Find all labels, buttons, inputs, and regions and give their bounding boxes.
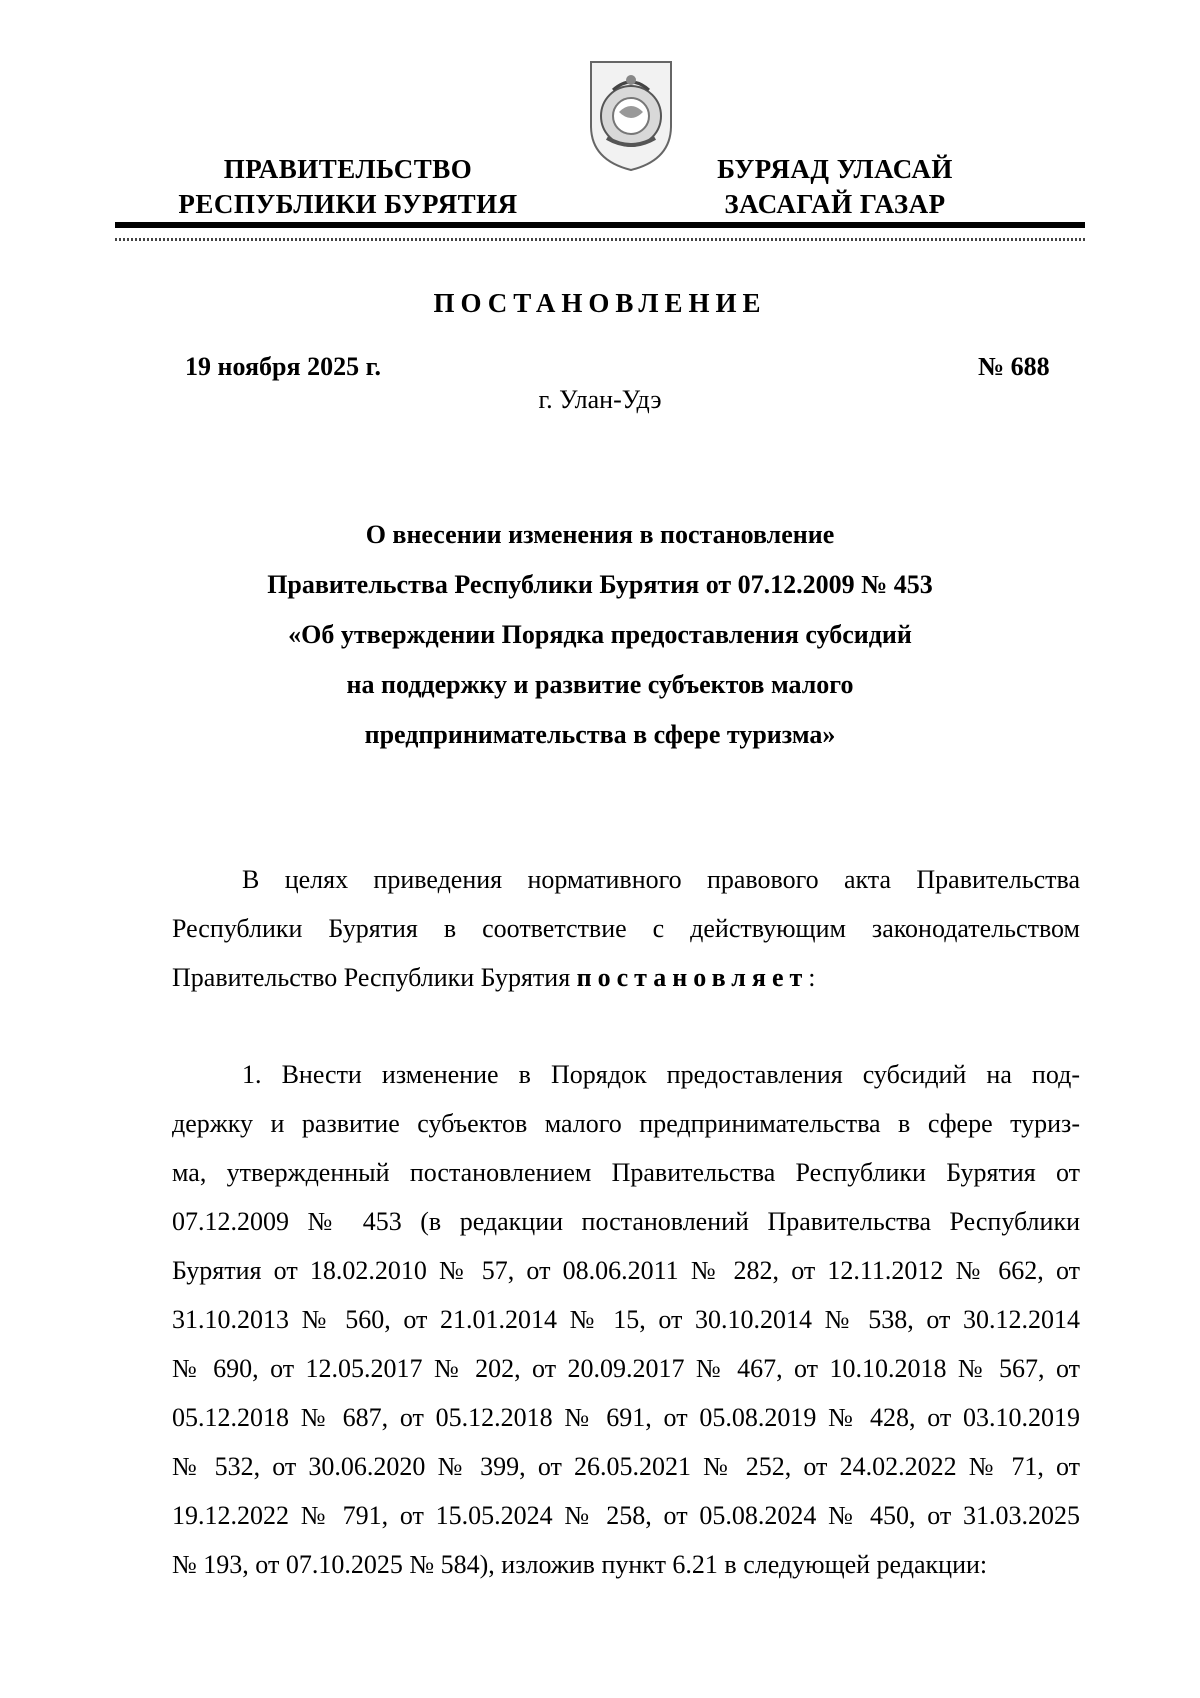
header-right-line2: ЗАСАГАЙ ГАЗАР	[724, 189, 946, 219]
decree-word: постановляет	[576, 963, 809, 992]
document-number: № 688	[978, 352, 1050, 381]
header-left-line1: ПРАВИТЕЛЬСТВО	[223, 154, 473, 184]
title-line: «Об утверждении Порядка предоставления субсидий	[288, 620, 912, 649]
title-line: предпринимательства в сфере туризма»	[364, 720, 836, 749]
preamble-last-prefix: Правительство Республики Бурятия	[172, 963, 577, 992]
title-line: на поддержку и развитие субъектов малого	[346, 670, 854, 699]
paragraph-line: Республики Бурятия в соответствие с действующим законодательством	[172, 914, 1080, 943]
item-1-paragraph	[172, 1050, 1080, 1589]
header-divider-thick	[115, 222, 1085, 228]
header-right	[680, 152, 990, 222]
header-left	[168, 152, 528, 222]
document-city: г. Улан-Удэ	[538, 385, 662, 414]
header-divider-thin	[115, 238, 1085, 241]
title-line: О внесении изменения в постановление	[365, 520, 835, 549]
document-title	[0, 510, 1200, 760]
preamble-paragraph	[172, 855, 1080, 1002]
paragraph-line: держку и развитие субъектов малого предпринимательства в сфере туриз-	[172, 1109, 1080, 1138]
coat-of-arms-icon	[585, 56, 677, 174]
paragraph-line: 05.12.2018 № 687, от 05.12.2018 № 691, от 05.08.2019 № 428, от 03.10.2019	[172, 1403, 1080, 1432]
paragraph-line: ма, утвержденный постановлением Правительства Республики Бурятия от	[172, 1158, 1080, 1187]
paragraph-line	[172, 953, 1080, 1002]
title-line: Правительства Республики Бурятия от 07.12.2009 № 453	[267, 570, 933, 599]
paragraph-line: В целях приведения нормативного правового акта Правительства	[242, 865, 1080, 894]
paragraph-line: № 532, от 30.06.2020 № 399, от 26.05.2021 № 252, от 24.02.2022 № 71, от	[172, 1452, 1080, 1481]
document-date: 19 ноября 2025 г.	[185, 352, 381, 381]
paragraph-line: 19.12.2022 № 791, от 15.05.2024 № 258, от 05.08.2024 № 450, от 31.03.2025	[172, 1501, 1080, 1530]
paragraph-line: Бурятия от 18.02.2010 № 57, от 08.06.2011 № 282, от 12.11.2012 № 662, от	[172, 1256, 1080, 1285]
document-type: ПОСТАНОВЛЕНИЕ	[433, 288, 767, 318]
paragraph-line: 07.12.2009 № 453 (в редакции постановлений Правительства Республики	[172, 1207, 1080, 1236]
header-left-line2: РЕСПУБЛИКИ БУРЯТИЯ	[178, 189, 518, 219]
preamble-last-suffix: :	[808, 963, 816, 992]
paragraph-line: № 690, от 12.05.2017 № 202, от 20.09.2017 № 467, от 10.10.2018 № 567, от	[172, 1354, 1080, 1383]
paragraph-line: № 193, от 07.10.2025 № 584), изложив пункт 6.21 в следующей редакции:	[172, 1550, 988, 1579]
paragraph-line: 31.10.2013 № 560, от 21.01.2014 № 15, от 30.10.2014 № 538, от 30.12.2014	[172, 1305, 1080, 1334]
header-right-line1: БУРЯАД УЛАСАЙ	[717, 154, 953, 184]
paragraph-line: 1. Внести изменение в Порядок предоставления субсидий на под-	[242, 1060, 1080, 1089]
